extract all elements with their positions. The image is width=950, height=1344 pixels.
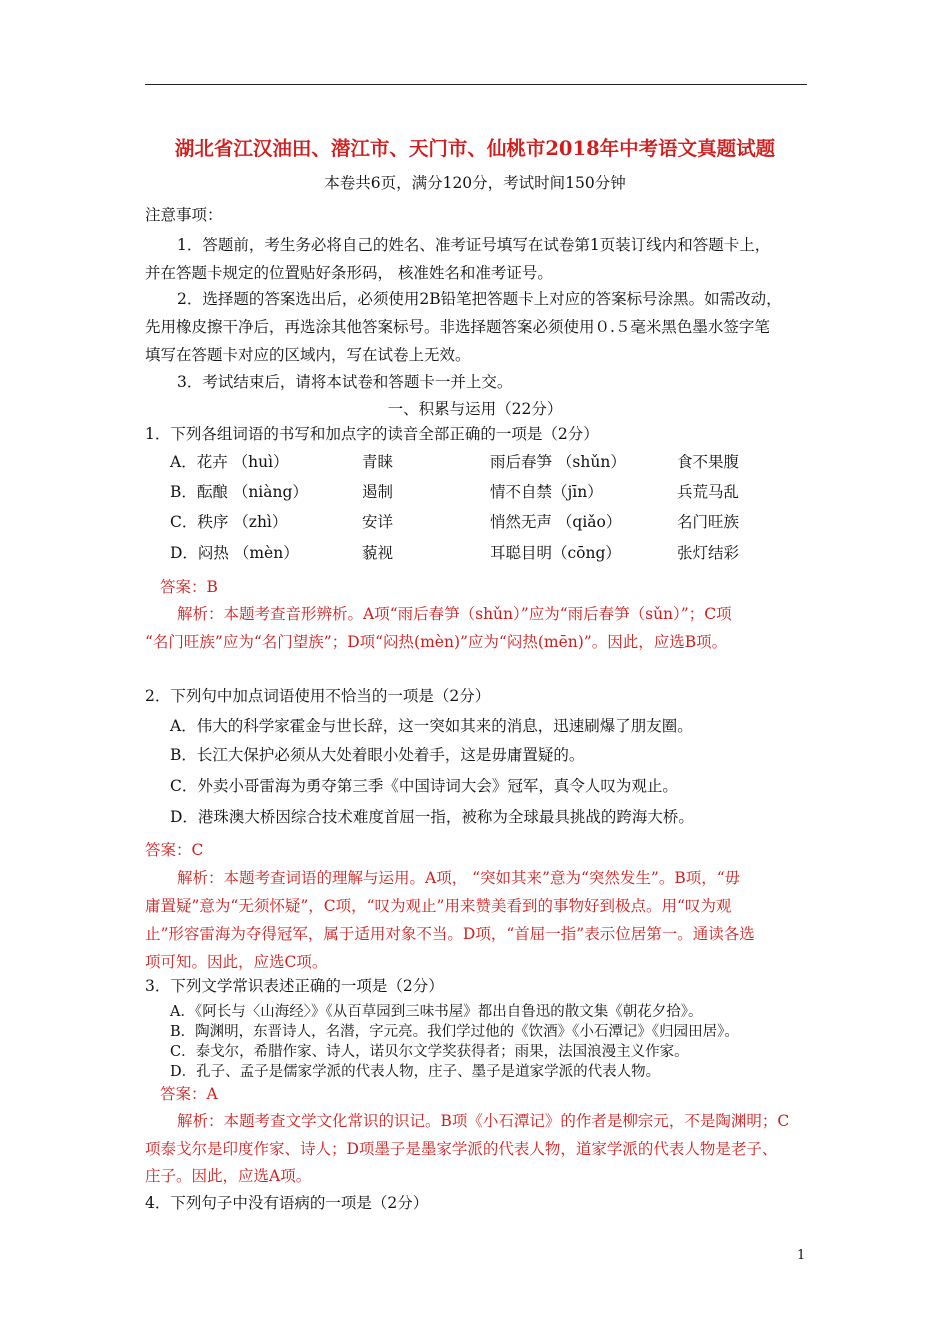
notes-line: 1．答题前，考生务必将自己的姓名、准考证号填写在试卷第1页装订线内和答题卡上， xyxy=(177,236,771,254)
q1-cell: 遏制 xyxy=(362,483,394,501)
question-stem: 4．下列句子中没有语病的一项是（2分） xyxy=(145,1194,429,1212)
question-stem: 2．下列句中加点词语使用不恰当的一项是（2分） xyxy=(145,687,491,705)
q3-option: B．陶渊明，东晋诗人，名潜，字元亮。我们学过他的《饮酒》《小石潭记》《归园田居》。 xyxy=(170,1024,739,1040)
notes-line: 填写在答题卡对应的区域内，写在试卷上无效。 xyxy=(145,346,471,364)
q1-cell: 情不自禁（jīn） xyxy=(490,483,603,501)
analysis-line: 庸置疑”意为“无须怀疑”，C项，“叹为观止”用来赞美看到的事物好到极点。用“叹为观 xyxy=(145,897,732,915)
q2-option: D．港珠澳大桥因综合技术难度首屈一指，被称为全球最具挑战的跨海大桥。 xyxy=(170,808,694,826)
q3-option: D．孔子、孟子是儒家学派的代表人物，庄子、墨子是道家学派的代表人物。 xyxy=(170,1064,661,1080)
analysis-line: “名门旺族”应为“名门望族”；D项“闷热(mèn)”应为“闷热(mēn)”。因此，应选B项。 xyxy=(145,633,728,651)
exam-info: 本卷共6页，满分120分，考试时间150分钟 xyxy=(324,174,626,192)
analysis-line: 庄子。因此，应选A项。 xyxy=(145,1167,312,1185)
notes-line: 并在答题卡规定的位置贴好条形码， 核准姓名和准考证号。 xyxy=(145,264,553,282)
q1-cell: A．花卉 （huì） xyxy=(170,453,289,471)
section-heading: 一、积累与运用（22分） xyxy=(387,400,563,418)
page-number: 1 xyxy=(797,1248,806,1263)
page-title: 湖北省江汉油田、潜江市、天门市、仙桃市2018年中考语文真题试题 xyxy=(174,137,776,160)
q1-cell: 名门旺族 xyxy=(677,513,740,531)
notes-line: 2．选择题的答案选出后，必须使用2B铅笔把答题卡上对应的答案标号涂黑。如需改动， xyxy=(177,290,782,308)
notes-heading: 注意事项： xyxy=(145,206,223,224)
q1-cell: 耳聪目明（cōng） xyxy=(490,544,621,562)
question-stem: 3．下列文学常识表述正确的一项是（2分） xyxy=(145,977,444,995)
question-stem: 1．下列各组词语的书写和加点字的读音全部正确的一项是（2分） xyxy=(145,425,599,443)
analysis-line: 解析：本题考查音形辨析。A项“雨后春笋（shǔn）”应为“雨后春笋（sǔn）”；C项 xyxy=(177,605,732,623)
q1-cell: 食不果腹 xyxy=(677,453,740,471)
q3-option: A．《阿长与〈山海经〉》《从百草园到三味书屋》都出自鲁迅的散文集《朝花夕拾》。 xyxy=(170,1004,703,1020)
q3-option: C．泰戈尔，希腊作家、诗人，诺贝尔文学奖获得者；雨果，法国浪漫主义作家。 xyxy=(170,1044,689,1060)
q2-option: B．长江大保护必须从大处着眼小处着手，这是毋庸置疑的。 xyxy=(170,746,585,764)
answer: 答案：B xyxy=(160,578,218,596)
analysis-line: 项泰戈尔是印度作家、诗人；D项墨子是墨家学派的代表人物，道家学派的代表人物是老子、 xyxy=(145,1140,778,1158)
analysis-line: 项可知。因此，应选C项。 xyxy=(145,953,328,971)
q1-cell: 雨后春笋 （shǔn） xyxy=(490,453,626,471)
q2-option: C．外卖小哥雷海为勇夺第三季《中国诗词大会》冠军，真令人叹为观止。 xyxy=(170,777,678,795)
analysis-line: 解析：本题考查文学文化常识的识记。B项《小石潭记》的作者是柳宗元，不是陶渊明；C xyxy=(177,1112,790,1130)
q1-cell: 悄然无声 （qiǎo） xyxy=(490,513,622,531)
header-rule xyxy=(145,84,807,85)
q1-cell: C．秩序 （zhì） xyxy=(170,513,288,531)
q1-cell: 安详 xyxy=(362,513,394,531)
q1-cell: 青睐 xyxy=(362,453,394,471)
q2-option: A．伟大的科学家霍金与世长辞，这一突如其来的消息，迅速刷爆了朋友圈。 xyxy=(170,717,693,735)
q1-cell: 张灯结彩 xyxy=(677,544,740,562)
analysis-line: 解析：本题考查词语的理解与运用。A项， “突如其来”意为“突然发生”。B项，“毋 xyxy=(177,869,741,887)
q1-cell: 藐视 xyxy=(362,544,394,562)
q1-cell: D．闷热 （mèn） xyxy=(170,544,299,562)
answer: 答案：C xyxy=(145,841,204,859)
q1-cell: B．酝酿 （niàng） xyxy=(170,483,308,501)
notes-line: 3．考试结束后，请将本试卷和答题卡一并上交。 xyxy=(177,373,513,391)
analysis-line: 止”形容雷海为夺得冠军，属于适用对象不当。D项，“首屈一指”表示位居第一。通读各选 xyxy=(145,925,755,943)
answer: 答案：A xyxy=(160,1085,218,1103)
q1-cell: 兵荒马乱 xyxy=(677,483,740,501)
notes-line: 先用橡皮擦干净后，再选涂其他答案标号。非选择题答案必须使用０.５毫米黑色墨水签字笔 xyxy=(145,318,770,336)
